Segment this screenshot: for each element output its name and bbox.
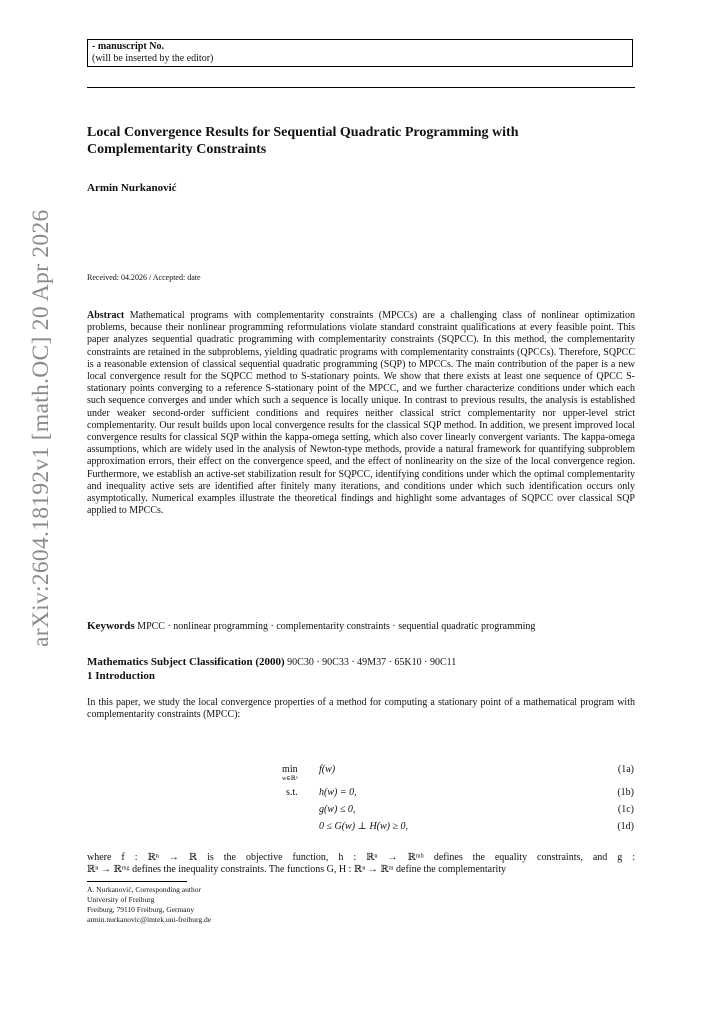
keywords-text: MPCC · nonlinear programming · complementarity constraints · sequential quadratic programming	[137, 621, 536, 632]
arxiv-identifier[interactable]: arXiv:2604.18192v1 [math.OC] 20 Apr 2026	[28, 209, 54, 647]
header-rule	[87, 87, 635, 88]
min-operator	[282, 764, 298, 782]
received-date: Received: 04.2026 / Accepted: date	[87, 273, 201, 282]
manuscript-number-box	[87, 39, 633, 67]
section-title: 1 Introduction	[87, 670, 155, 682]
equation-number-1b: (1b)	[617, 787, 634, 798]
editor-note: (will be inserted by the editor)	[92, 53, 214, 64]
objective-function: f(w)	[319, 764, 336, 775]
equation-number-1d: (1d)	[617, 821, 634, 832]
author-name: Armin Nurkanović	[87, 182, 177, 194]
abstract-text: Mathematical programs with complementarity constraints (MPCCs) are a challenging class of nonlinear optimization problems, because their nonlinear programming reformulations violate standard constraint qualifications at every feasible point. This paper analyzes sequential quadratic programming with complementarity constraints (SQPCC). In this method, the complementarity constraints are retained in the subproblems, yielding quadratic programs with complementarity constraints (QPCCs). Therefore, SQPCC is a reasonable extension of classical sequential quadratic programming (SQP) to MPCCs. The main contribution of the paper is a new local convergence result for the SQPCC method to S-stationary points. We show that there exists at least one sequence of QPCC S-stationary points converging to a reference S-stationary point of the MPCC, and we further characterize conditions under which each such sequence converges and under which such a sequence is locally unique. In contrast to previous results, the analysis is established under weaker second-order sufficient conditions and requires neither classical strict complementarity nor upper-level strict complementarity. Our result builds upon local convergence results for the classical SQP method. In addition, we present improved local convergence results for classical SQP within the kappa-omega setting, which also cover linearly convergent variants. The kappa-omega assumptions, which are widely used in the analysis of Newton-type methods, provide a natural framework for quantifying subproblem approximation errors, their effect on the convergence speed, and the effect of nonlinearity on the size of the local convergence region. Furthermore, we establish an active-set stabilization result for SQPCC, identifying conditions under which the optimal complementarity and inequality active sets are identified after finitely many iterations, and conditions under which such identification occurs only asymptotically. Numerical examples illustrate the theoretical findings and highlight some advantages of SQPCC over classical SQP applied to MPCCs.	[87, 310, 635, 517]
msc-codes: 90C30 · 90C33 · 49M37 · 65K10 · 90C11	[287, 657, 457, 668]
subject-to-label: s.t.	[286, 787, 298, 798]
inequality-constraint: g(w) ≤ 0,	[319, 804, 356, 815]
keywords-label: Keywords	[87, 620, 135, 632]
footnote-rule	[87, 881, 187, 882]
manuscript-number: - manuscript No.	[92, 41, 164, 52]
footnote-email[interactable]: armin.nurkanovic@imtek.uni-freiburg.de	[87, 915, 212, 924]
intro-paragraph: In this paper, we study the local convergence properties of a method for computing a stationary point of a mathematical program with complementarity constraints (MPCC):	[87, 697, 635, 721]
complementarity-constraint: 0 ≤ G(w) ⊥ H(w) ≥ 0,	[319, 821, 408, 832]
msc-classification	[87, 656, 635, 669]
min-subscript: w∈ℝⁿ	[282, 776, 298, 782]
abstract	[87, 310, 635, 517]
equation-number-1a: (1a)	[617, 764, 634, 775]
continuation-line-1: where f : ℝⁿ → ℝ is the objective function, h : ℝⁿ → ℝᵐʰ defines the equality constraints, and g :	[87, 852, 635, 863]
abstract-label: Abstract	[87, 310, 125, 321]
equality-constraint: h(w) = 0,	[319, 787, 357, 798]
paper-title	[87, 124, 637, 158]
continuation-line-2: ℝⁿ → ℝᵐᵍ defines the inequality constraints. The functions G, H : ℝⁿ → ℝᵐ define the complementarity	[87, 864, 506, 876]
footnote-author: A. Nurkanović, Corresponding author	[87, 885, 201, 894]
author-footnote	[87, 885, 211, 925]
title-line-1: Local Convergence Results for Sequential Quadratic Programming with	[87, 125, 519, 140]
equation-number-1c: (1c)	[617, 804, 634, 815]
min-label: min	[282, 764, 298, 775]
continuation-paragraph	[87, 852, 635, 876]
msc-label: Mathematics Subject Classification (2000)	[87, 656, 285, 668]
footnote-university: University of Freiburg	[87, 895, 155, 904]
title-line-2: Complementarity Constraints	[87, 142, 267, 157]
keywords	[87, 620, 635, 633]
footnote-address: Freiburg, 79110 Freiburg, Germany	[87, 905, 195, 914]
